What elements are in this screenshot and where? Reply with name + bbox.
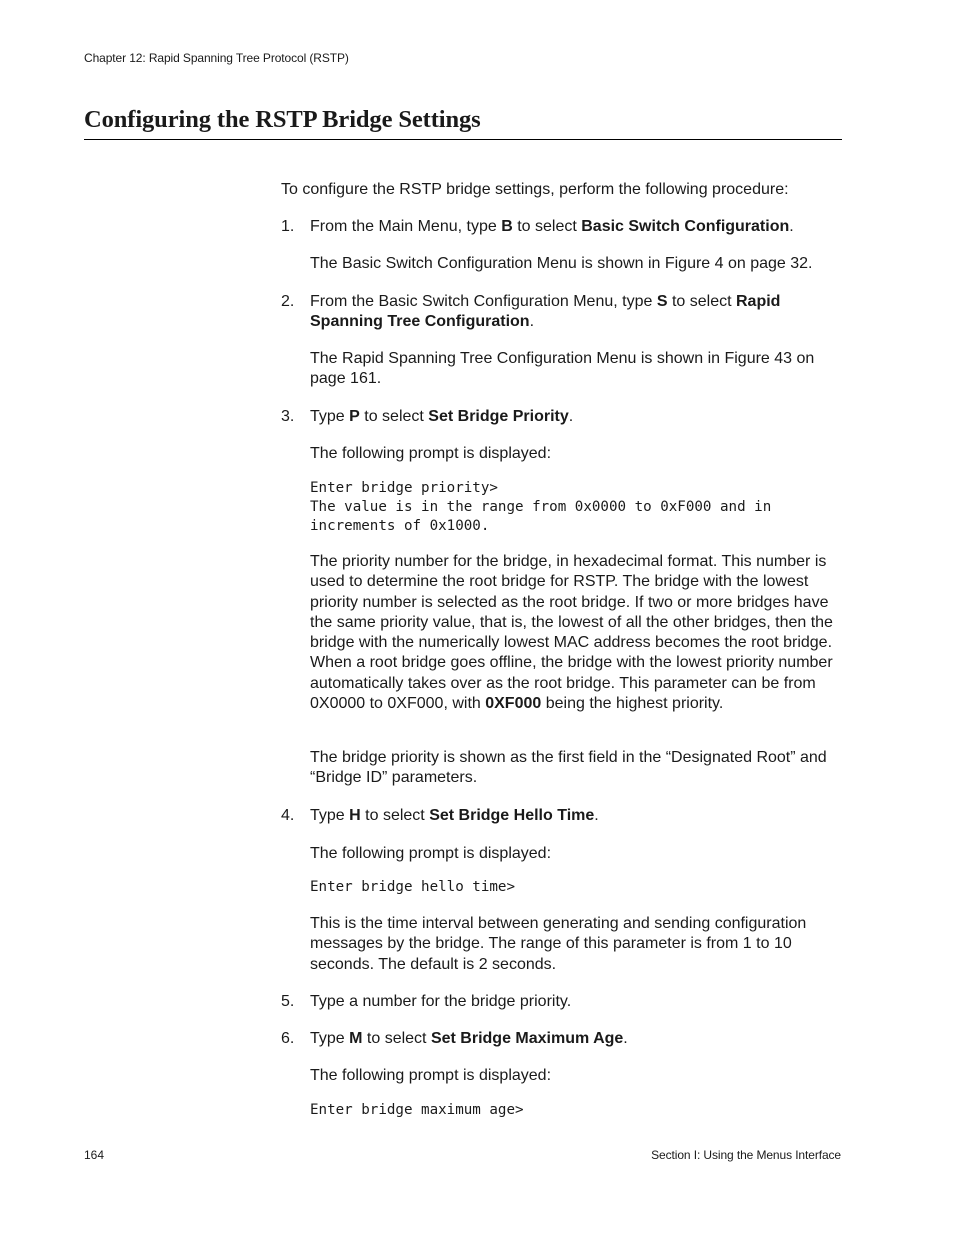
- menu-option: Basic Switch Configuration: [581, 218, 790, 235]
- priority-description: The priority number for the bridge, in hexadecimal format. This number is used to determine the root bridge for RSTP. The bridge with the lowest priority number is selected as the root bridge. If two or more bridges have the same priority value, that is, the lowest of all the other bridges, then the bridge with the numerically lowest MAC address becomes the root bridge. When a root bridge goes offline, the bridge with the lowest priority number automatically takes over as the root bridge. This parameter can be from 0X0000 to 0XF000, with 0XF000 being the highest priority.: [310, 553, 833, 713]
- menu-option: Set Bridge Priority: [428, 408, 569, 425]
- step-1-note: The Basic Switch Configuration Menu is shown in Figure 4 on page 32.: [310, 255, 813, 272]
- title-rule: [84, 139, 842, 140]
- priority-prompt-code: Enter bridge priority> The value is in the range from 0x0000 to 0xF000 and in increments of 0x1000.: [310, 480, 772, 534]
- prompt-label: The following prompt is displayed:: [310, 445, 552, 462]
- menu-key: H: [349, 807, 361, 824]
- menu-option: Rapid Spanning Tree Configuration: [310, 293, 781, 331]
- menu-key: P: [349, 408, 360, 425]
- step-number: 6.: [281, 1030, 295, 1047]
- hello-description: This is the time interval between generating and sending configuration messages by the bridge. The range of this parameter is from 1 to 10 seconds. The default is 2 seconds.: [310, 915, 807, 973]
- intro-paragraph: To configure the RSTP bridge settings, perform the following procedure:: [281, 181, 789, 198]
- step-number: 1.: [281, 218, 295, 235]
- prompt-label: The following prompt is displayed:: [310, 845, 552, 862]
- menu-option: Set Bridge Maximum Age: [430, 1030, 624, 1047]
- step-number: 2.: [281, 293, 295, 310]
- priority-shown-note: The bridge priority is shown as the first field in the “Designated Root” and “Bridge ID” parameters.: [310, 749, 827, 787]
- max-age-prompt-code: Enter bridge maximum age>: [310, 1102, 524, 1118]
- hello-prompt-code: Enter bridge hello time>: [310, 879, 515, 895]
- step-number: 4.: [281, 807, 295, 824]
- menu-option: Set Bridge Hello Time: [429, 807, 595, 824]
- step-number: 5.: [281, 993, 295, 1010]
- menu-key: M: [349, 1030, 363, 1047]
- footer-section: Section I: Using the Menus Interface: [651, 1148, 841, 1162]
- menu-key: B: [501, 218, 513, 235]
- step-2-note: The Rapid Spanning Tree Configuration Menu is shown in Figure 43 on page 161.: [310, 350, 815, 388]
- running-head: Chapter 12: Rapid Spanning Tree Protocol (RSTP): [84, 51, 349, 65]
- step-number: 3.: [281, 408, 295, 425]
- page-number: 164: [84, 1148, 105, 1162]
- menu-key: S: [656, 293, 668, 310]
- prompt-label: The following prompt is displayed:: [310, 1067, 552, 1084]
- section-title: Configuring the RSTP Bridge Settings: [84, 106, 481, 133]
